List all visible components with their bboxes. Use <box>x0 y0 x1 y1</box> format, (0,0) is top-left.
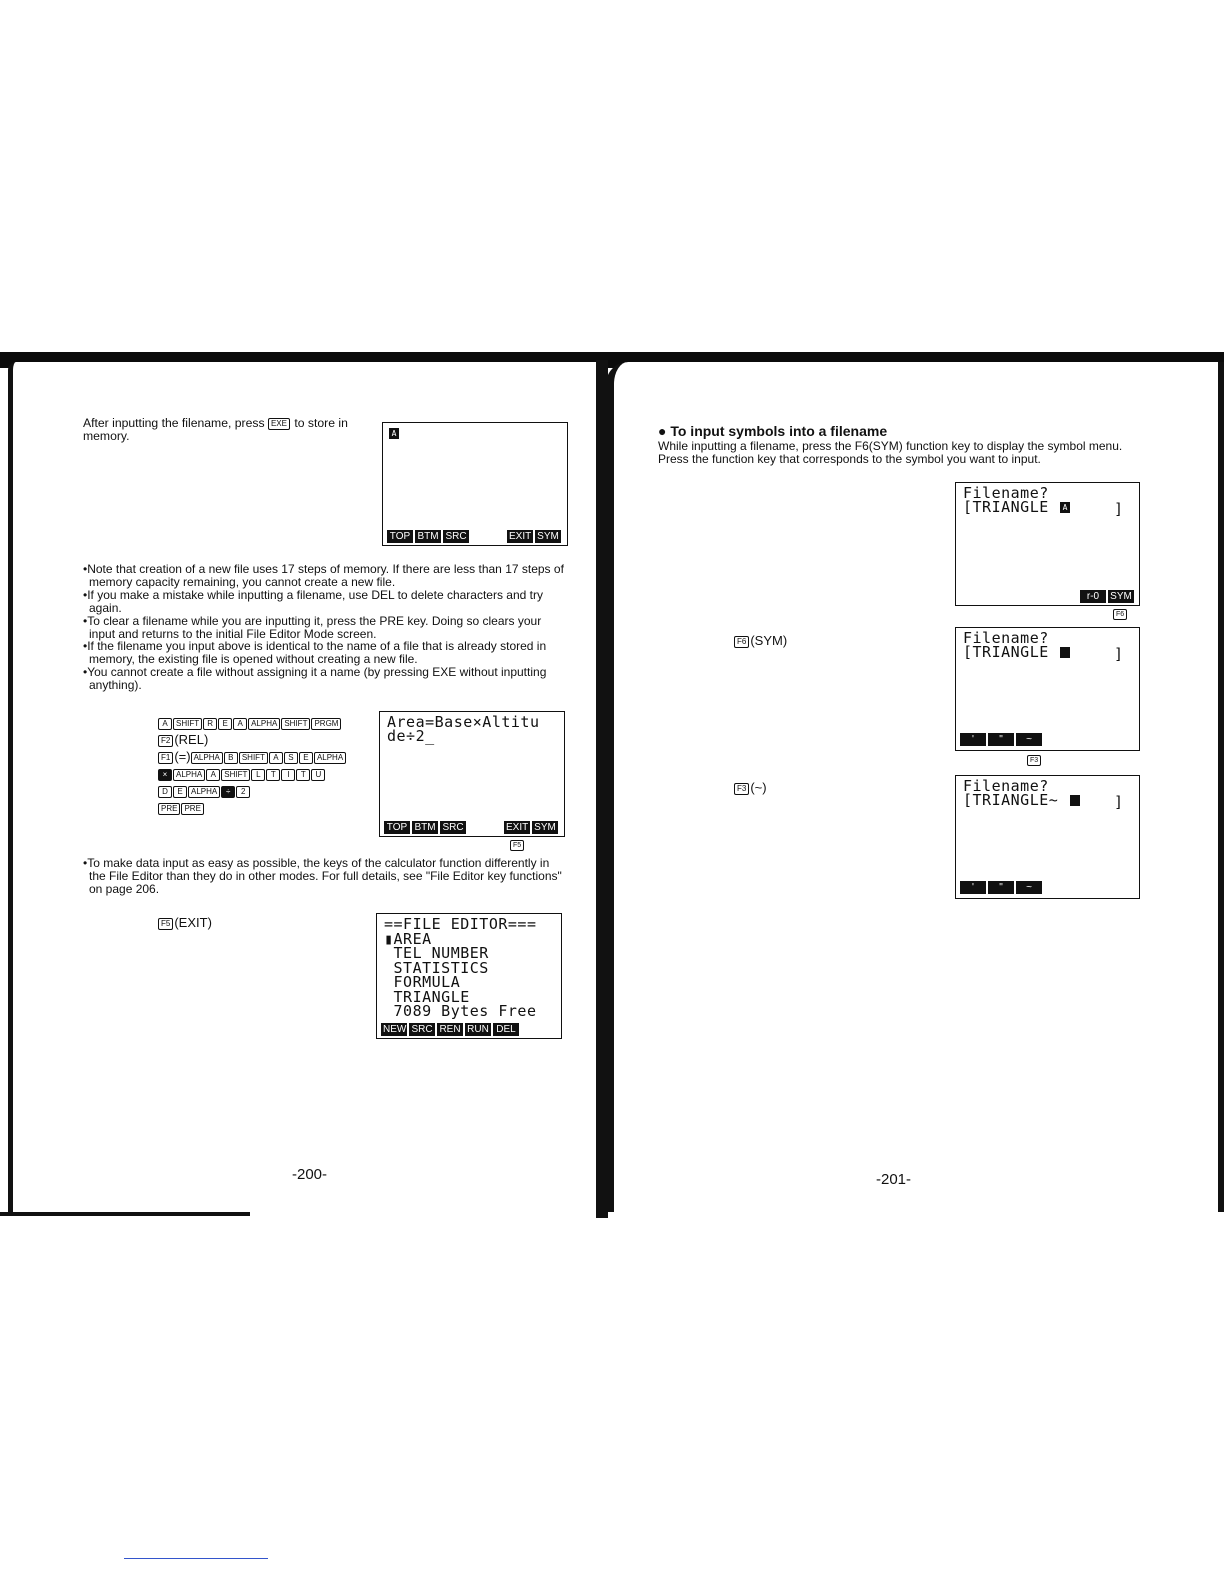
symbol-key-row <box>960 881 1135 894</box>
fkey-top[interactable]: TOP <box>387 530 413 543</box>
key-d: D <box>158 786 172 798</box>
key-alpha: ALPHA <box>248 718 280 730</box>
key-shift: SHIFT <box>221 769 250 781</box>
key-t: T <box>296 769 310 781</box>
fkey-tilde[interactable]: ~ <box>1016 881 1042 894</box>
symbol-key-row <box>960 733 1135 746</box>
lcd-text: Filename? [TRIANGLE~ <box>963 777 1059 809</box>
key-prgm: PRGM <box>311 718 341 730</box>
book-spine <box>596 360 608 1218</box>
function-key-row <box>381 1023 557 1036</box>
key-a: A <box>206 769 220 781</box>
key-a: A <box>269 752 283 764</box>
key-shift: SHIFT <box>173 718 202 730</box>
key-sequence <box>158 714 347 816</box>
screen-filename-b <box>955 627 1140 751</box>
fkey-src[interactable]: SRC <box>443 530 469 543</box>
key-f1: F1 <box>158 752 173 764</box>
note-item: •You cannot create a file without assigning it a name (by pressing EXE without inputting anything). <box>83 665 547 693</box>
key-f2: F2 <box>158 735 173 747</box>
key-multiply: × <box>158 769 172 781</box>
note-item: •If the filename you input above is identical to the name of a file that is already stored in memory, the existing file is opened without creating a new file. <box>83 639 547 667</box>
key-i: I <box>281 769 295 781</box>
key-f6: F6 <box>734 636 749 648</box>
key-line-3 <box>158 748 347 765</box>
function-key-row <box>960 590 1135 603</box>
note-item: •If you make a mistake while inputting a filename, use DEL to delete characters and try again. <box>83 587 543 615</box>
key-line-4 <box>158 765 347 782</box>
fkey-exit[interactable]: EXIT <box>509 531 532 542</box>
fkey-sym[interactable]: SYM <box>535 530 561 543</box>
cursor-icon: A <box>1060 502 1070 513</box>
exit-step: F5 (EXIT) <box>158 914 212 931</box>
note-item: •To clear a filename while you are inputting it, press the PRE key. Doing so clears your input and returns to the initial File Editor Mode screen. <box>83 613 542 641</box>
intro-text: After inputting the filename, press EXE to store in memory. <box>83 416 348 444</box>
lcd-text: Filename? [TRIANGLE <box>963 484 1049 516</box>
key-f5-marker: F5 <box>510 840 524 851</box>
fkey-exit[interactable]: EXIT <box>506 822 529 833</box>
fkey-ren[interactable]: REN <box>437 1023 463 1036</box>
key-f5: F5 <box>158 918 173 930</box>
screen-filename-c <box>955 775 1140 899</box>
fkey-apostrophe[interactable]: ' <box>960 733 986 746</box>
key-alpha: ALPHA <box>173 769 205 781</box>
key-alpha: ALPHA <box>188 786 220 798</box>
function-key-row <box>384 821 560 834</box>
key-label: (=) <box>174 749 191 764</box>
fkey-r0[interactable]: r-0 <box>1080 590 1106 603</box>
fkey-src[interactable]: SRC <box>440 821 466 834</box>
cursor-icon: A <box>389 428 399 439</box>
key-f3-marker: F3 <box>1027 755 1041 766</box>
key-line-1 <box>158 714 347 731</box>
key-s: S <box>284 752 298 764</box>
key-line-5 <box>158 782 347 799</box>
step-sym: F6 (SYM) <box>734 632 787 649</box>
key-f6-marker: F6 <box>1113 609 1127 620</box>
note-item: •Note that creation of a new file uses 17 steps of memory. If there are less than 17 steps of memory capacity remaining, you cannot create a new file. <box>83 562 564 589</box>
lcd-text: Area=Base×Altitu de÷2_ <box>387 713 540 745</box>
fkey-new[interactable]: NEW <box>383 1024 407 1035</box>
key-line-6 <box>158 799 347 816</box>
key-l: L <box>251 769 265 781</box>
note-exit: •To make data input as easy as possible, the keys of the calculator function differently in the File Editor than they do in other modes. For full details, see "File Editor key functions" on page 206. <box>83 856 562 896</box>
key-line-2 <box>158 731 347 748</box>
cursor-icon <box>1070 795 1080 806</box>
key-divide: ÷ <box>221 786 235 798</box>
page-number-left: -200- <box>292 1166 328 1183</box>
cursor-icon <box>1060 647 1070 658</box>
key-e: E <box>218 718 232 730</box>
key-u: U <box>311 769 325 781</box>
footer-rule <box>124 1558 268 1559</box>
section-heading: ● To input symbols into a filename <box>658 423 888 439</box>
key-label: (REL) <box>174 732 209 747</box>
key-shift: SHIFT <box>239 752 268 764</box>
fkey-run[interactable]: RUN <box>465 1023 491 1036</box>
key-e: E <box>299 752 313 764</box>
fkey-src[interactable]: SRC <box>409 1023 435 1036</box>
screen-file-editor <box>376 913 562 1039</box>
bracket: ] <box>1114 793 1124 811</box>
key-a: A <box>233 718 247 730</box>
key-b: B <box>224 752 238 764</box>
fkey-sym[interactable]: SYM <box>532 821 558 834</box>
fkey-del[interactable]: DEL <box>493 1023 519 1036</box>
bracket: ] <box>1114 645 1124 663</box>
fkey-btm[interactable]: BTM <box>415 530 441 543</box>
key-pre: PRE <box>158 803 180 815</box>
screen-empty-file <box>382 422 568 546</box>
fkey-top[interactable]: TOP <box>384 821 410 834</box>
fkey-quote[interactable]: " <box>988 733 1014 746</box>
key-a: A <box>158 718 172 730</box>
key-alpha: ALPHA <box>314 752 346 764</box>
fkey-tilde[interactable]: ~ <box>1016 733 1042 746</box>
key-f3: F3 <box>734 783 749 795</box>
notes-list <box>83 563 567 692</box>
page-number-right: -201- <box>876 1171 912 1188</box>
lcd-text: ==FILE EDITOR=== ▮AREA TEL NUMBER STATISTICS FORMULA TRIANGLE 7089 Bytes Free <box>384 915 537 1020</box>
screen-formula-entry <box>379 711 565 837</box>
fkey-btm[interactable]: BTM <box>412 821 438 834</box>
key-2: 2 <box>236 786 250 798</box>
key-r: R <box>203 718 217 730</box>
section-paragraph: While inputting a filename, press the F6(SYM) function key to display the symbol menu. Press the function key that corresponds to the symbol you want to input. <box>658 439 1123 467</box>
fkey-quote[interactable]: " <box>988 881 1014 894</box>
lcd-text: Filename? [TRIANGLE <box>963 629 1049 661</box>
key-pre: PRE <box>181 803 203 815</box>
key-e: E <box>173 786 187 798</box>
screen-filename-a <box>955 482 1140 606</box>
key-shift: SHIFT <box>281 718 310 730</box>
fkey-sym[interactable]: SYM <box>1108 590 1134 603</box>
key-t: T <box>266 769 280 781</box>
key-alpha: ALPHA <box>191 752 223 764</box>
bottom-edge-line <box>0 1212 250 1216</box>
bracket: ] <box>1114 500 1124 518</box>
step-tilde: F3 (~) <box>734 779 767 796</box>
function-key-row <box>387 530 563 543</box>
fkey-apostrophe[interactable]: ' <box>960 881 986 894</box>
